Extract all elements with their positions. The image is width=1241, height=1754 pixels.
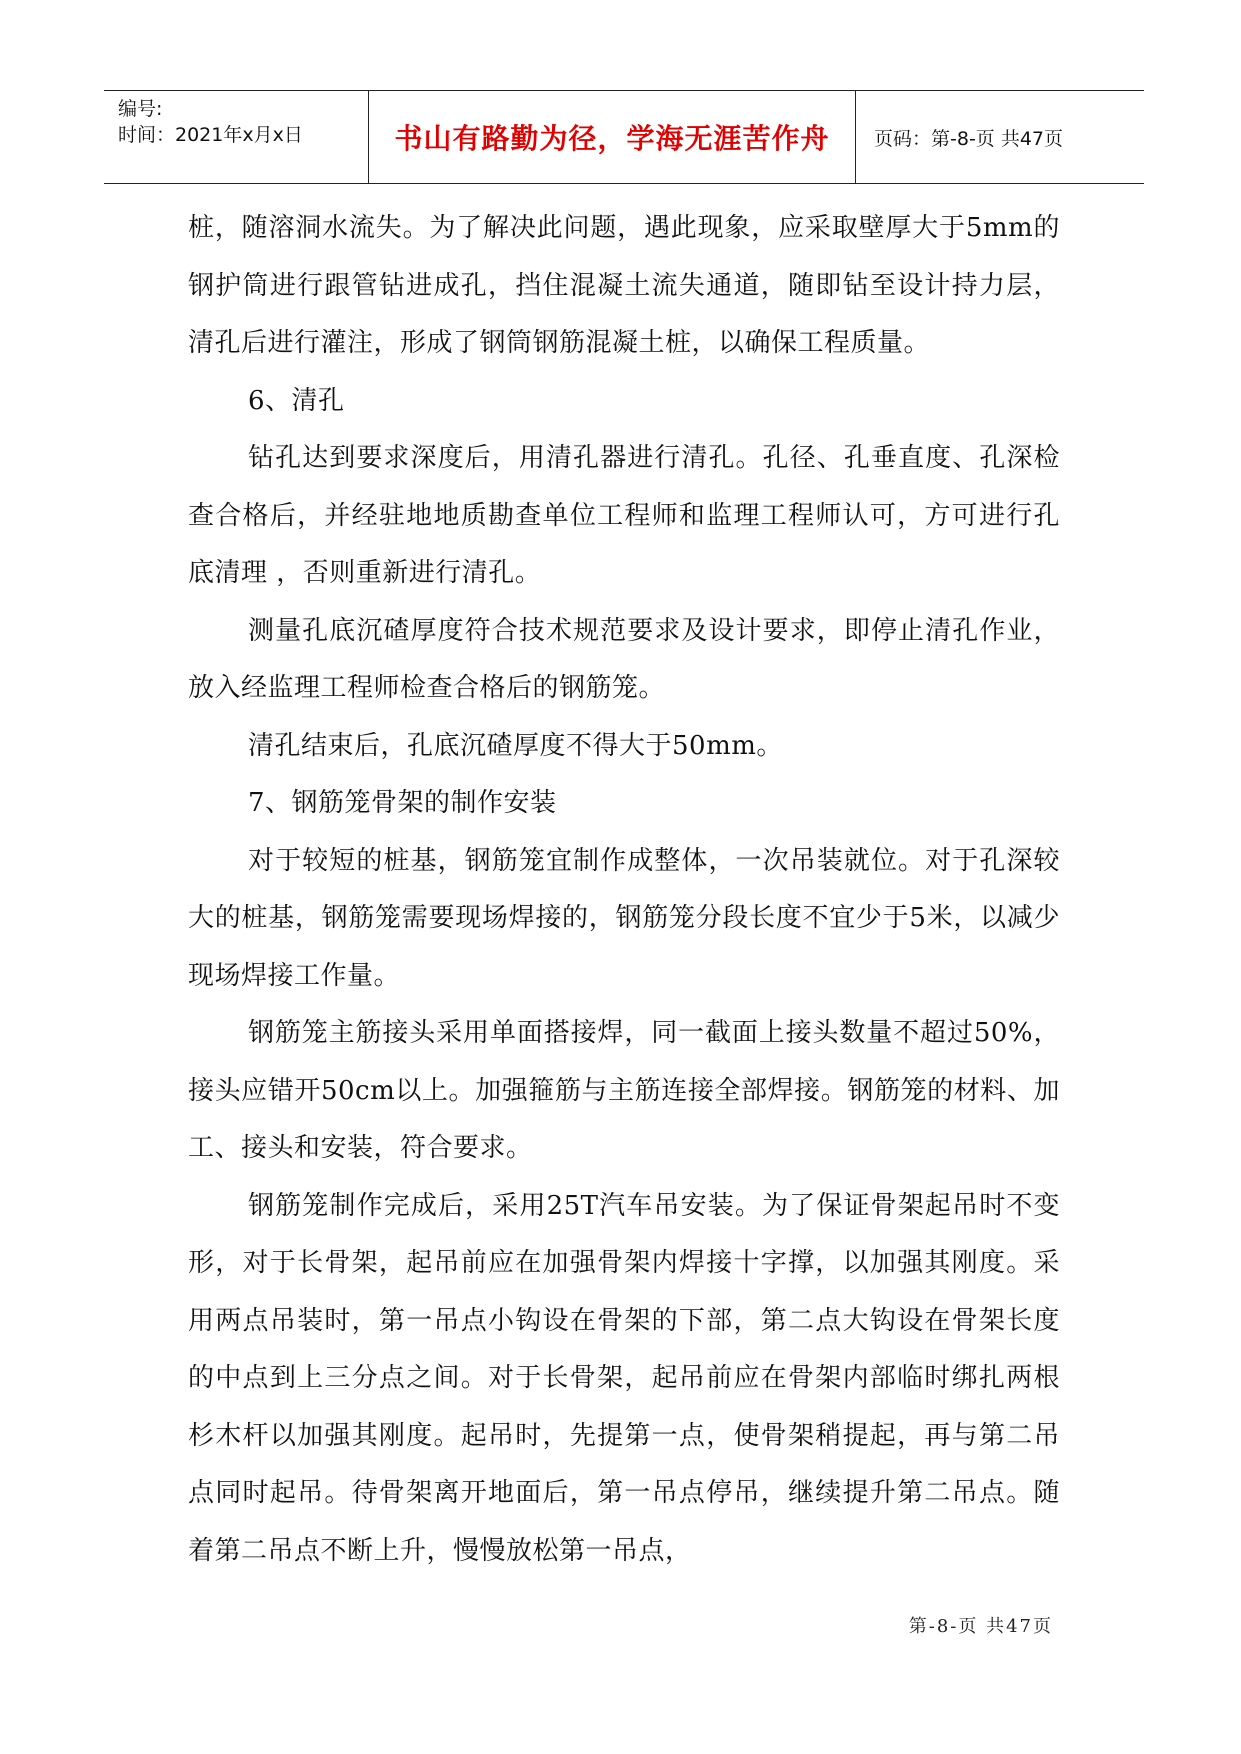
paragraph: 对于较短的桩基，钢筋笼宜制作成整体，一次吊装就位。对于孔深较大的桩基，钢筋笼需要现场焊接的，钢筋笼分段长度不宜少于5米，以减少现场焊接工作量。 bbox=[188, 845, 1060, 991]
paragraph: 钢筋笼制作完成后，采用25T汽车吊安装。为了保证骨架起吊时不变形，对于长骨架，起吊前应在加强骨架内焊接十字撑，以加强其刚度。采用两点吊装时，第一吊点小钩设在骨架的下部，第二点大钩设在骨架长度的中点到上三分点之间。对于长骨架，起吊前应在骨架内部临时绑扎两根杉木杆以加强其刚度。起吊时，先提第一点，使骨架稍提起，再与第二吊点同时起吊。待骨架离开地面后，第一吊点停吊，继续提升第二吊点。随着第二吊点不断上升，慢慢放松第一吊点， bbox=[188, 1190, 1060, 1566]
page-code-text: 页码：第-8-页 共47页 bbox=[874, 127, 1064, 150]
paragraph: 钻孔达到要求深度后，用清孔器进行清孔。孔径、孔垂直度、孔深检查合格后，并经驻地地质勘查单位工程师和监理工程师认可，方可进行孔底清理 ，否则重新进行清孔。 bbox=[188, 443, 1060, 588]
section-heading-clean-hole: 6、清孔 bbox=[248, 385, 345, 416]
paragraph: 桩，随溶洞水流失。为了解决此问题，遇此现象，应采取壁厚大于5mm的钢护筒进行跟管钻进成孔，挡住混凝土流失通道，随即钻至设计持力层，清孔后进行灌注，形成了钢筒钢筋混凝土桩，以确保工程质量。 bbox=[188, 213, 1060, 358]
paragraph: 钢筋笼主筋接头采用单面搭接焊，同一截面上接头数量不超过50%，接头应错开50cm以上。加强箍筋与主筋连接全部焊接。钢筋笼的材料、加工、接头和安装，符合要求。 bbox=[188, 1018, 1060, 1163]
header-meta bbox=[104, 91, 368, 183]
page-footer: 第-8-页 共47页 bbox=[908, 1616, 1053, 1637]
number-label: 编号: bbox=[118, 98, 163, 120]
document-body bbox=[188, 200, 1060, 1580]
paragraph: 清孔结束后，孔底沉碴厚度不得大于50mm。 bbox=[248, 730, 783, 761]
header-motto-cell bbox=[368, 91, 856, 183]
time-label: 时间：2021年x月x日 bbox=[118, 124, 303, 146]
paragraph: 测量孔底沉碴厚度符合技术规范要求及设计要求，即停止清孔作业，放入经监理工程师检查合格后的钢筋笼。 bbox=[188, 615, 1060, 703]
section-heading-rebar-cage: 7、钢筋笼骨架的制作安装 bbox=[248, 788, 557, 818]
motto-text: 书山有路勤为径，学海无涯苦作舟 bbox=[394, 122, 830, 155]
page-header bbox=[104, 90, 1144, 184]
header-page-code bbox=[856, 91, 1144, 183]
